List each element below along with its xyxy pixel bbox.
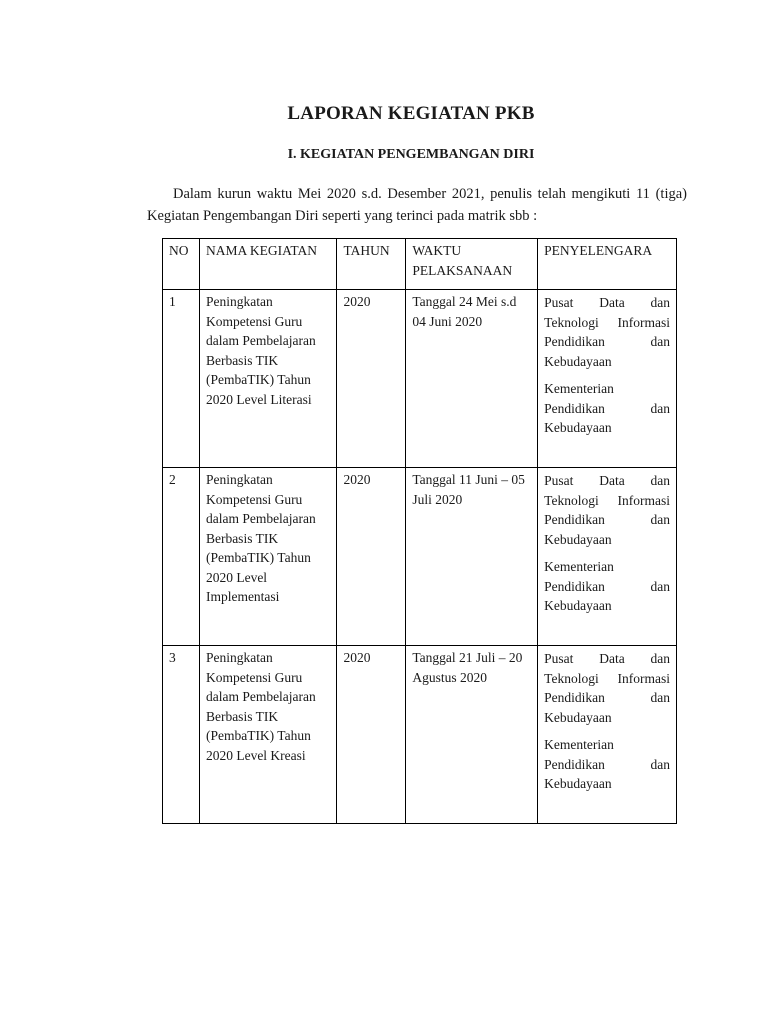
cell-penyelenggara xyxy=(538,646,677,824)
cell-waktu: Tanggal 24 Mei s.d 04 Juni 2020 xyxy=(406,290,538,468)
cell-tahun: 2020 xyxy=(337,468,406,646)
cell-waktu: Tanggal 11 Juni – 05 Juli 2020 xyxy=(406,468,538,646)
cell-no: 2 xyxy=(163,468,200,646)
cell-penyelenggara xyxy=(538,290,677,468)
penyelenggara-line: Pusat Data dan Teknologi Informasi Pendidikan dan Kebudayaan xyxy=(544,651,670,725)
header-waktu-pelaksanaan: WAKTU PELAKSANAAN xyxy=(406,239,538,290)
cell-nama-kegiatan: Peningkatan Kompetensi Guru dalam Pembelajaran Berbasis TIK (PembaTIK) Tahun 2020 Level Kreasi xyxy=(199,646,337,824)
cell-penyelenggara xyxy=(538,468,677,646)
cell-nama-kegiatan: Peningkatan Kompetensi Guru dalam Pembelajaran Berbasis TIK (PembaTIK) Tahun 2020 Level Implementasi xyxy=(199,468,337,646)
penyelenggara-line: Kementerian Pendidikan dan Kebudayaan xyxy=(544,381,670,435)
penyelenggara-line: Kementerian Pendidikan dan Kebudayaan xyxy=(544,737,670,791)
section-heading: I. KEGIATAN PENGEMBANGAN DIRI xyxy=(287,147,535,162)
header-nama-kegiatan: NAMA KEGIATAN xyxy=(199,239,337,290)
intro-paragraph: Dalam kurun waktu Mei 2020 s.d. Desember 2021, penulis telah mengikuti 11 (tiga) Kegiatan Pengembangan Diri seperti yang terinci pada matrik sbb : xyxy=(147,186,687,224)
penyelenggara-line: Kementerian Pendidikan dan Kebudayaan xyxy=(544,559,670,613)
cell-waktu: Tanggal 21 Juli – 20 Agustus 2020 xyxy=(406,646,538,824)
cell-tahun: 2020 xyxy=(337,290,406,468)
header-tahun: TAHUN xyxy=(337,239,406,290)
cell-nama-kegiatan: Peningkatan Kompetensi Guru dalam Pembelajaran Berbasis TIK (PembaTIK) Tahun 2020 Level Literasi xyxy=(199,290,337,468)
cell-tahun: 2020 xyxy=(337,646,406,824)
header-penyelenggara: PENYELENGARA xyxy=(538,239,677,290)
table-row xyxy=(163,646,677,824)
table-row xyxy=(163,290,677,468)
header-no: NO xyxy=(163,239,200,290)
table-header-row xyxy=(163,239,677,290)
page-title: LAPORAN KEGIATAN PKB xyxy=(287,103,535,124)
table-row xyxy=(163,468,677,646)
penyelenggara-line: Pusat Data dan Teknologi Informasi Pendidikan dan Kebudayaan xyxy=(544,473,670,547)
penyelenggara-line: Pusat Data dan Teknologi Informasi Pendidikan dan Kebudayaan xyxy=(544,295,670,369)
cell-no: 3 xyxy=(163,646,200,824)
activity-table xyxy=(162,238,677,824)
cell-no: 1 xyxy=(163,290,200,468)
